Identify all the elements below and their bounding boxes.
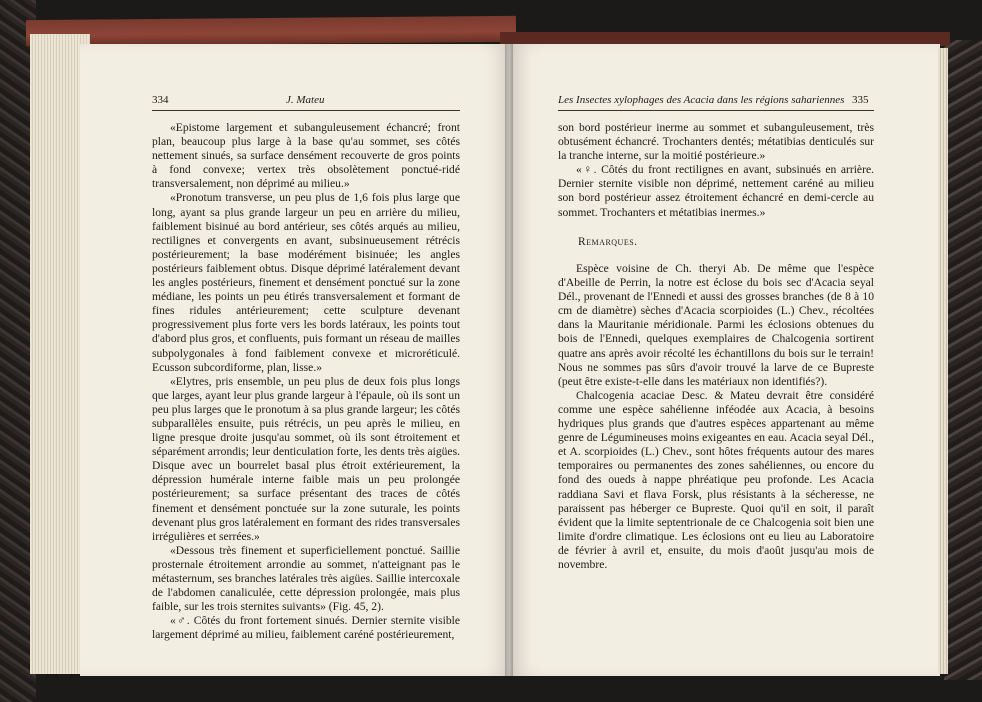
book-cover-right: [944, 40, 982, 680]
right-paragraph-4: Chalcogenia acaciae Desc. & Mateu devrait être considéré comme une espèce sahélienne inféodée aux Acacia, à besoins hydriques plus grands que d'autres espèces appartenant au même genre de Légumineuses moins exigeantes en eau. Acacia seyal Dél., et A. scorpioides (L.) Chev., sont hôtes fréquents autour des mares temporaires ou permanentes des zones sahéliennes, ou encore du fond des oueds à nappe phréatique peu profonde. Les Acacia raddiana Savi et flava Forsk, plus résistants à la sécheresse, ne paraissent pas héberger ce Bupreste. Quoi qu'il en soit, il paraît évident que la limite septentrionale de ce Chalcogenia soit bien une limite d'ordre climatique. Les éclosions ont eu lieu au Laboratoire de février à avril et, ensuite, du mois d'août jusqu'au mois de novembre.: [558, 388, 874, 571]
right-paragraph-3: Espèce voisine de Ch. theryi Ab. De même que l'espèce d'Abeille de Perrin, la notre est éclose du bois sec d'Acacia seyal Dél., provenant de l'Ennedi et aussi des grosses branches (de 8 à 10 cm de diamètre) sèches d'Acacia scorpioides (L.) Chev., récoltées dans la Mauritanie méridionale. Parmi les éclosions obtenues du bois de l'Ennedi, quelques exemplaires de Chalcogenia sortirent quatre ans après avoir récolté les échantillons du bois sur le terrain! Nous ne sommes pas sûrs d'avoir trouvé la larve de ce Bupreste (peut être existe-t-elle dans les matériaux non identifiés?).: [558, 262, 874, 388]
right-paragraph-2: «♀. Côtés du front rectilignes en avant, subsinués en arrière. Dernier sternite visible non déprimé, nettement caréné au milieu son bord postérieur assez étroitement échancré en demi-cercle au sommet. Trochanters et métatibias inermes.»: [558, 163, 874, 219]
right-page-number: 335: [852, 94, 869, 106]
left-paragraph-2: «Pronotum transverse, un peu plus de 1,6 fois plus large que long, ayant sa plus grande largeur un peu en arrière du milieu, faiblement bisinué au bord antérieur, ses côtés arqués au milieu, rectilignes et convergents en avant, subsinueusement rétrécis postérieurement; la base modérément bisinuée; les angles postérieurs faiblement obtus. Disque déprimé latéralement devant les angles postérieurs, finement et densément ponctué sur la zone médiane, les points un peu étirés transversalement et formant de fines ridules antérieurement; cette sculpture devenant progressivement plus forte vers les bords latéraux, les points tout d'abord plus gros, et confluents, puis formant un réseau de mailles subpolygonales à fond faiblement convexe et microréticulé. Ecusson subcordiforme, plan, lisse.»: [152, 191, 460, 374]
page-edges-right: [938, 48, 948, 674]
left-paragraph-1: «Epistome largement et subanguleusement échancré; front plan, beaucoup plus large à la base qu'au sommet, ses côtés nettement sinués, sa surface densément recouverte de gros points à fond convexe; vertex très obsolètement ponctué-ridé transversalement, non déprimé au milieu.»: [152, 121, 460, 191]
left-running-head: J. Mateu: [286, 94, 325, 106]
right-page: [508, 44, 940, 676]
right-paragraph-1: son bord postérieur inerme au sommet et subanguleusement, très obtusément échancré. Trochanters dentés; métatibias denticulés sur la tranche interne, sur la moitié postérieure.»: [558, 121, 874, 163]
right-body-text-bottom: [558, 262, 874, 572]
right-running-head: Les Insectes xylophages des Acacia dans les régions sahariennes: [558, 94, 845, 106]
left-page: [80, 44, 512, 676]
left-paragraph-5: «♂. Côtés du front fortement sinués. Dernier sternite visible largement déprimé au milieu, faiblement caréné postérieurement,: [152, 614, 460, 642]
left-header-rule: [152, 110, 460, 111]
right-body-text-top: [558, 121, 874, 220]
left-paragraph-3: «Elytres, pris ensemble, un peu plus de deux fois plus longs que larges, ayant leur plus grande largeur à l'épaule, où ils sont un peu plus larges que le pronotum à sa plus grande largeur; les côtés subparallèles ensuite, puis rétrécis, un peu après le milieu, en ligne presque droite jusqu'au sommet, où ils sont étroitement et séparément arrondis; leur denticulation forte, les dents très aigües. Disque avec un bourrelet basal plus étroit extérieurement, la dépression humérale interne faible mais un peu prolongée postérieurement; sa surface présentant des traces de côtés finement et densément ponctuée sur la zone suturale, les points devenant plus gros latéralement en formant des rides transversales irrégulières et serrées.»: [152, 374, 460, 543]
right-header-rule: [558, 110, 874, 111]
left-paragraph-4: «Dessous très finement et superficiellement ponctué. Saillie prosternale étroitement arrondie au sommet, n'atteignant pas le métasternum, ses branches latérales très aigües. Saillie intercoxale de l'abdomen canaliculée, cette dépression prolongée, mais plus faible, sur les trois sternites suivants» (Fig. 45, 2).: [152, 543, 460, 614]
remarques-heading: Remarques.: [578, 236, 638, 248]
book-headband: [26, 16, 516, 46]
left-body-text: [152, 121, 460, 642]
left-page-number: 334: [152, 94, 169, 106]
book-gutter: [505, 44, 513, 676]
